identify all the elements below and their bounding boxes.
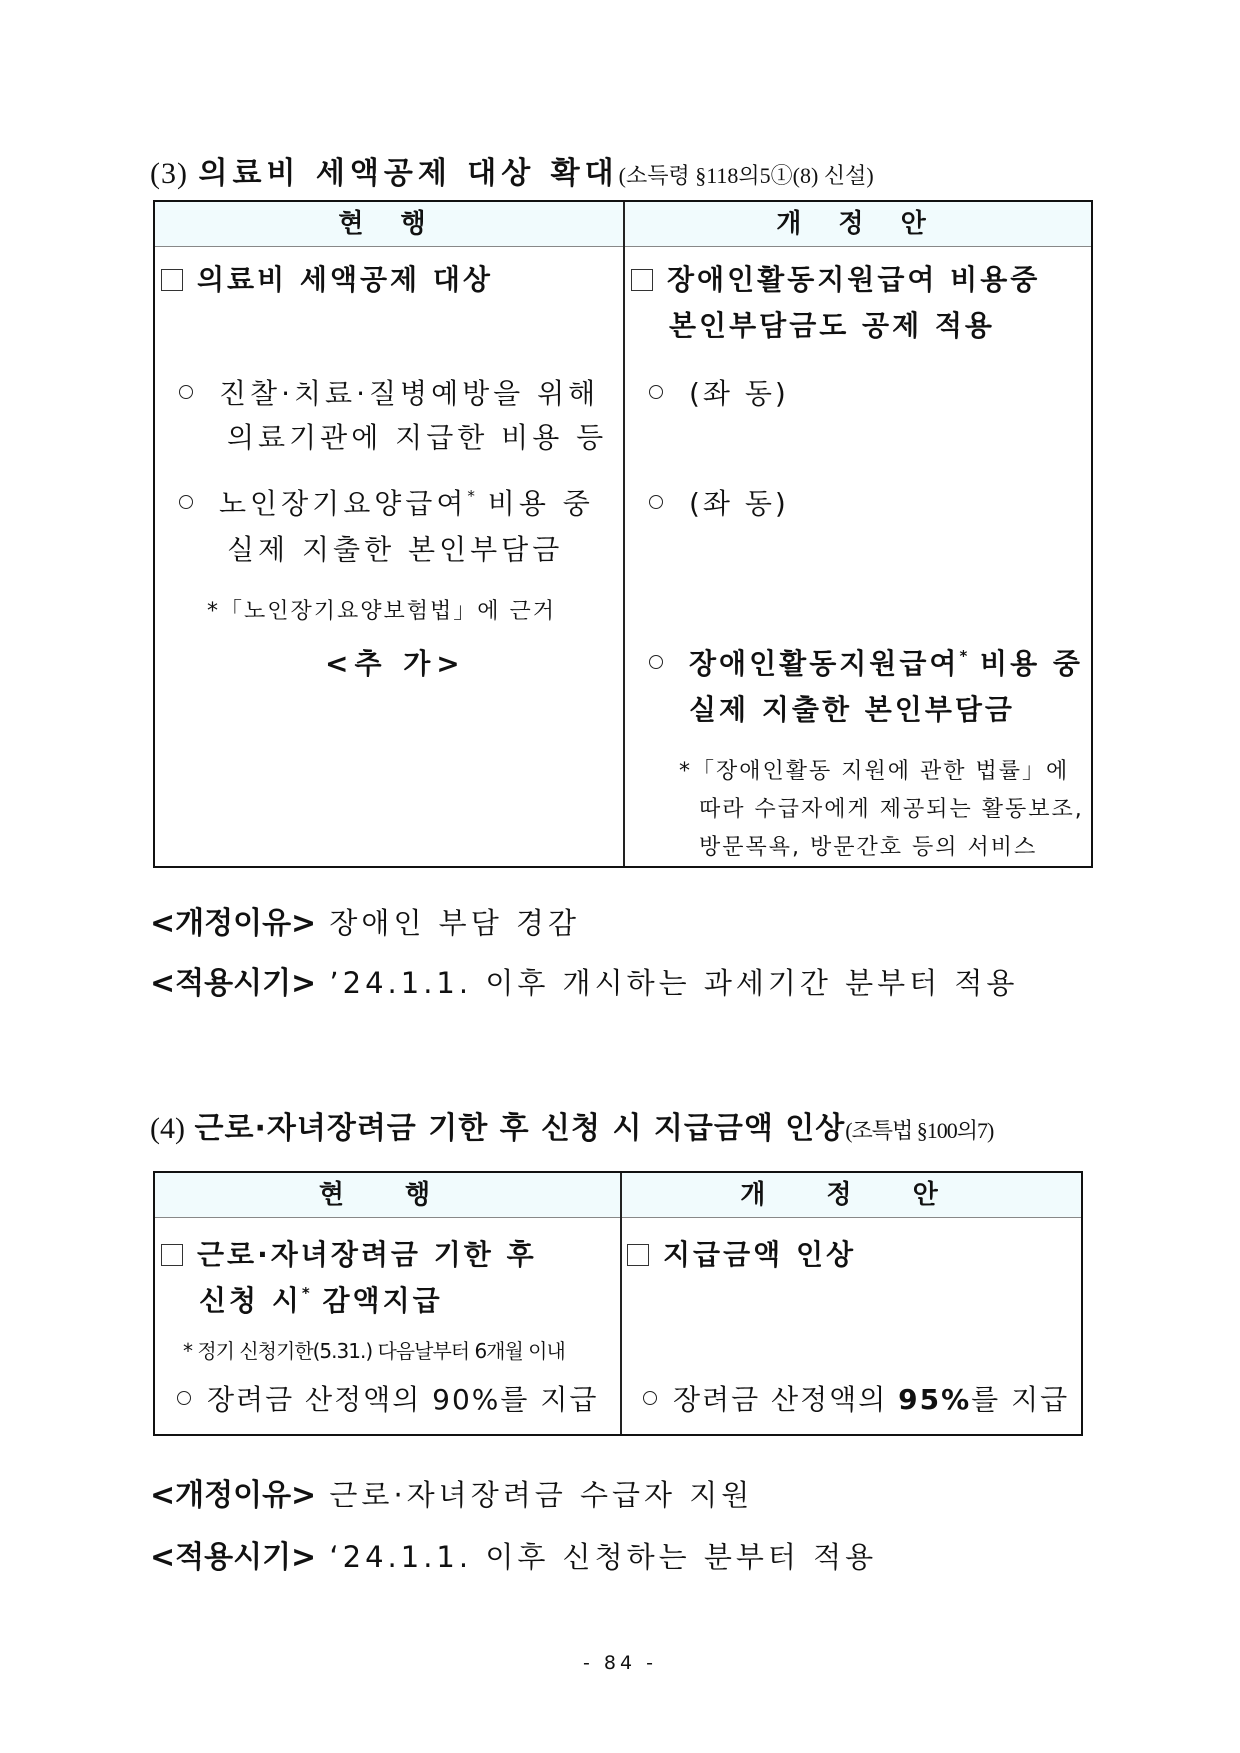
current-heading: 근로·자녀장려금 기한 후 bbox=[161, 1233, 537, 1273]
effective-text: ‘24.1.1. 이후 신청하는 분부터 적용 bbox=[329, 1540, 878, 1574]
reason-text: 장애인 부담 경감 bbox=[329, 906, 580, 940]
proposed-item-2: (좌 동) bbox=[649, 482, 789, 522]
comparison-table-4 bbox=[153, 1171, 1083, 1436]
proposed-item: 장려금 산정액의 95%를 지급 bbox=[643, 1378, 1069, 1418]
effective-text: ’24.1.1. 이후 개시하는 과세기간 분부터 적용 bbox=[329, 966, 1019, 1000]
checkbox-square-icon bbox=[161, 1244, 183, 1266]
revision-reason-4 bbox=[150, 1470, 753, 1514]
section-4-title bbox=[150, 1103, 993, 1147]
header-proposed: 개 정 안 bbox=[740, 1180, 964, 1210]
effective-label: <적용시기> bbox=[150, 966, 317, 1001]
current-heading: 의료비 세액공제 대상 bbox=[161, 258, 493, 298]
circle-bullet-icon bbox=[179, 495, 193, 509]
circle-bullet-icon bbox=[649, 385, 663, 399]
section-heading: 근로·자녀장려금 기한 후 신청 시 지급금액 인상 bbox=[194, 1111, 846, 1146]
current-item-2-line2: 실제 지출한 본인부담금 bbox=[227, 533, 564, 566]
circle-bullet-icon bbox=[643, 1391, 657, 1405]
proposed-footnote-line2: 따라 수급자에게 제공되는 활동보조, bbox=[699, 797, 1084, 822]
checkbox-square-icon bbox=[631, 269, 653, 291]
revision-reason-3 bbox=[150, 898, 580, 942]
current-item-2: 노인장기요양급여* 비용 중 bbox=[179, 482, 594, 522]
proposed-item-1: (좌 동) bbox=[649, 372, 789, 412]
circle-bullet-icon bbox=[179, 385, 193, 399]
page-number: - 84 - bbox=[583, 1652, 657, 1674]
section-number: (3) bbox=[150, 157, 188, 190]
current-footnote: *「노인장기요양보험법」에 근거 bbox=[207, 599, 557, 624]
legal-reference: (소득령 §118의5①(8) 신설) bbox=[618, 163, 874, 188]
reason-label: <개정이유> bbox=[150, 1478, 317, 1513]
current-item-1: 진찰·치료·질병예방을 위해 bbox=[179, 372, 599, 412]
circle-bullet-icon bbox=[649, 655, 663, 669]
section-number: (4) bbox=[150, 1112, 185, 1145]
checkbox-square-icon bbox=[627, 1244, 649, 1266]
effective-date-4 bbox=[150, 1532, 877, 1576]
added-label: <추 가> bbox=[325, 647, 466, 680]
legal-reference: (조특법 §100의7) bbox=[845, 1118, 994, 1143]
proposed-heading: 지급금액 인상 bbox=[627, 1233, 856, 1273]
proposed-footnote-line3: 방문목욕, 방문간호 등의 서비스 bbox=[699, 835, 1038, 860]
reason-text: 근로·자녀장려금 수급자 지원 bbox=[329, 1478, 754, 1512]
proposed-heading: 장애인활동지원급여 비용중 bbox=[631, 258, 1040, 298]
current-footnote: * 정기 신청기한(5.31.) 다음날부터 6개월 이내 bbox=[183, 1339, 565, 1363]
proposed-heading-line2: 본인부담금도 공제 적용 bbox=[669, 309, 995, 342]
header-proposed: 개 정 안 bbox=[776, 209, 940, 239]
current-item: 장려금 산정액의 90%를 지급 bbox=[177, 1378, 598, 1418]
effective-label: <적용시기> bbox=[150, 1540, 317, 1575]
current-item-1-line2: 의료기관에 지급한 비용 등 bbox=[227, 421, 608, 454]
proposed-footnote-line1: *「장애인활동 지원에 관한 법률」에 bbox=[679, 759, 1070, 784]
effective-date-3 bbox=[150, 958, 1018, 1002]
proposed-item-3-line2: 실제 지출한 본인부담금 bbox=[689, 693, 1015, 726]
section-heading: 의료비 세액공제 대상 확대 bbox=[198, 156, 619, 191]
proposed-item-3: 장애인활동지원급여* 비용 중 bbox=[649, 642, 1083, 682]
comparison-table-3 bbox=[153, 200, 1093, 868]
header-current: 현 행 bbox=[338, 209, 440, 239]
checkbox-square-icon bbox=[161, 269, 183, 291]
reason-label: <개정이유> bbox=[150, 906, 317, 941]
section-3-title bbox=[150, 148, 874, 192]
column-divider bbox=[623, 202, 625, 866]
circle-bullet-icon bbox=[177, 1391, 191, 1405]
circle-bullet-icon bbox=[649, 495, 663, 509]
header-current: 현 행 bbox=[318, 1180, 457, 1210]
current-heading-line2: 신청 시* 감액지급 bbox=[199, 1284, 443, 1317]
